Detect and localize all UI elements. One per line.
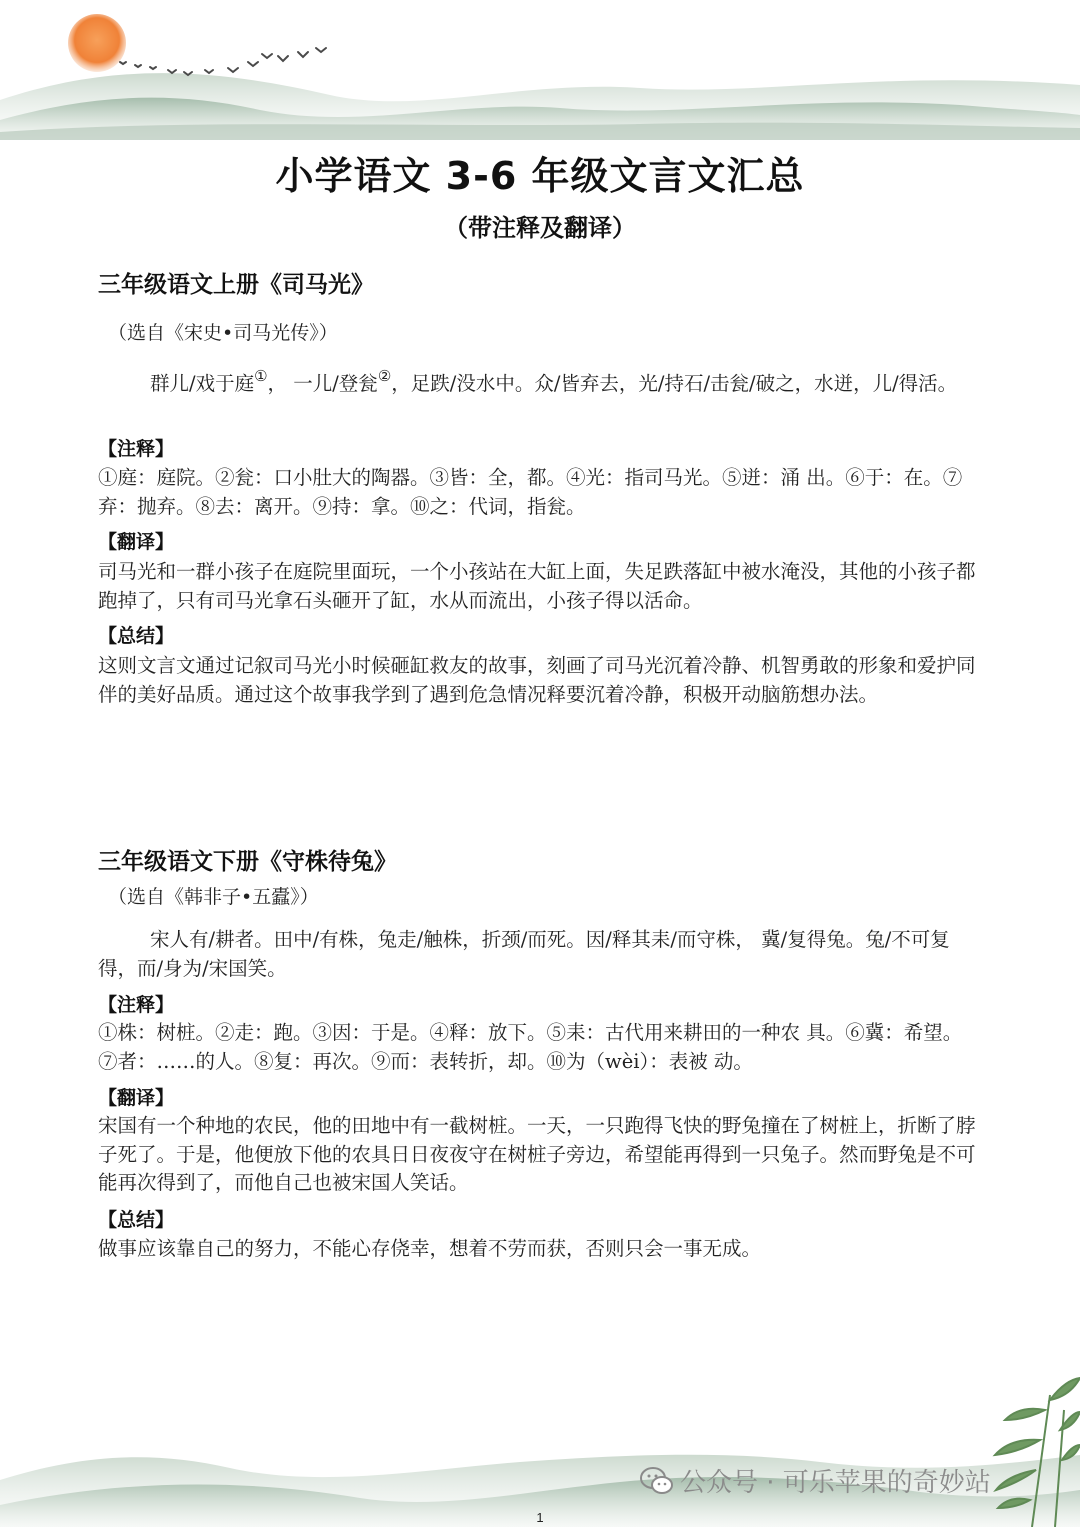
section-source: （选自《宋史•司马光传》） [108, 322, 338, 344]
summary-text: 做事应该靠自己的努力，不能心存侥幸，想着不劳而获，否则只会一事无成。 [98, 1237, 762, 1260]
notes-text: ①株：树桩。②走：跑。③因：于是。④释：放下。⑤耒：古代用来耕田的一种农 具。⑥冀：希望。⑦者：……的人。⑧复：再次。⑨而：表转折，却。⑩为（wèi）：表被 动。 [98, 1021, 963, 1073]
footnote-marker: ② [377, 367, 392, 385]
section-heading: 三年级语文下册《守株待兔》 [98, 849, 397, 875]
section-source: （选自《韩非子•五蠹》） [108, 886, 319, 908]
summary-text: 这则文言文通过记叙司马光小时候砸缸救友的故事，刻画了司马光沉着冷静、机智勇敢的形象和爱护同伴的美好品质。通过这个故事我学到了遇到危急情况释要沉着冷静，积极开动脑筋想办法。 [98, 654, 976, 706]
text-part: 群儿/戏于庭 [150, 372, 255, 395]
summary-label: 【总结】 [98, 1209, 175, 1231]
notes-label: 【注释】 [98, 438, 175, 460]
page-subtitle: （带注释及翻译） [444, 214, 636, 242]
sun-icon [68, 14, 126, 72]
translation-text: 司马光和一群小孩子在庭院里面玩，一个小孩站在大缸上面，失足跌落缸中被水淹没，其他的小孩子都跑掉了，只有司马光拿石头砸开了缸，水从而流出，小孩子得以活命。 [98, 560, 976, 612]
wechat-icon [640, 1467, 674, 1495]
translation-label: 【翻译】 [98, 531, 175, 553]
text-part: ， 一儿/登瓮 [267, 372, 378, 395]
summary-label: 【总结】 [98, 625, 175, 647]
text-part: ，足跌/没水中。众/皆弃去，光/持石/击瓮/破之，水迸，儿/得活。 [391, 372, 958, 395]
notes-text: ①庭：庭院。②瓮：口小肚大的陶器。③皆：全，都。④光：指司马光。⑤迸：涌 出。⑥于：在。⑦弃：抛弃。⑧去：离开。⑨持：拿。⑩之：代词，指瓮。 [98, 466, 963, 518]
notes-label: 【注释】 [98, 994, 175, 1016]
section-text [98, 367, 978, 399]
section-heading: 三年级语文上册《司马光》 [98, 272, 374, 298]
translation-text: 宋国有一个种地的农民，他的田地中有一截树桩。一天，一只跑得飞快的野兔撞在了树桩上，折断了脖子死了。于是，他便放下他的农具日日夜夜守在树桩子旁边，希望能再得到一只兔子。然而野兔是不可能再次得到了，而他自己也被宋国人笑话。 [98, 1114, 976, 1194]
birds-icon [120, 48, 326, 75]
watermark [640, 1462, 991, 1499]
watermark-text: 公众号 · 可乐苹果的奇妙站 [680, 1468, 991, 1498]
section-text: 宋人有/耕者。田中/有株，兔走/触株，折颈/而死。因/释其耒/而守株， 冀/复得兔。兔/不可复得，而/身为/宋国笑。 [98, 928, 950, 980]
footnote-marker: ① [254, 367, 268, 385]
page-number: 1 [536, 1510, 544, 1525]
page-title: 小学语文 3-6 年级文言文汇总 [275, 154, 805, 198]
translation-label: 【翻译】 [98, 1087, 175, 1109]
top-mountains [0, 73, 1080, 140]
